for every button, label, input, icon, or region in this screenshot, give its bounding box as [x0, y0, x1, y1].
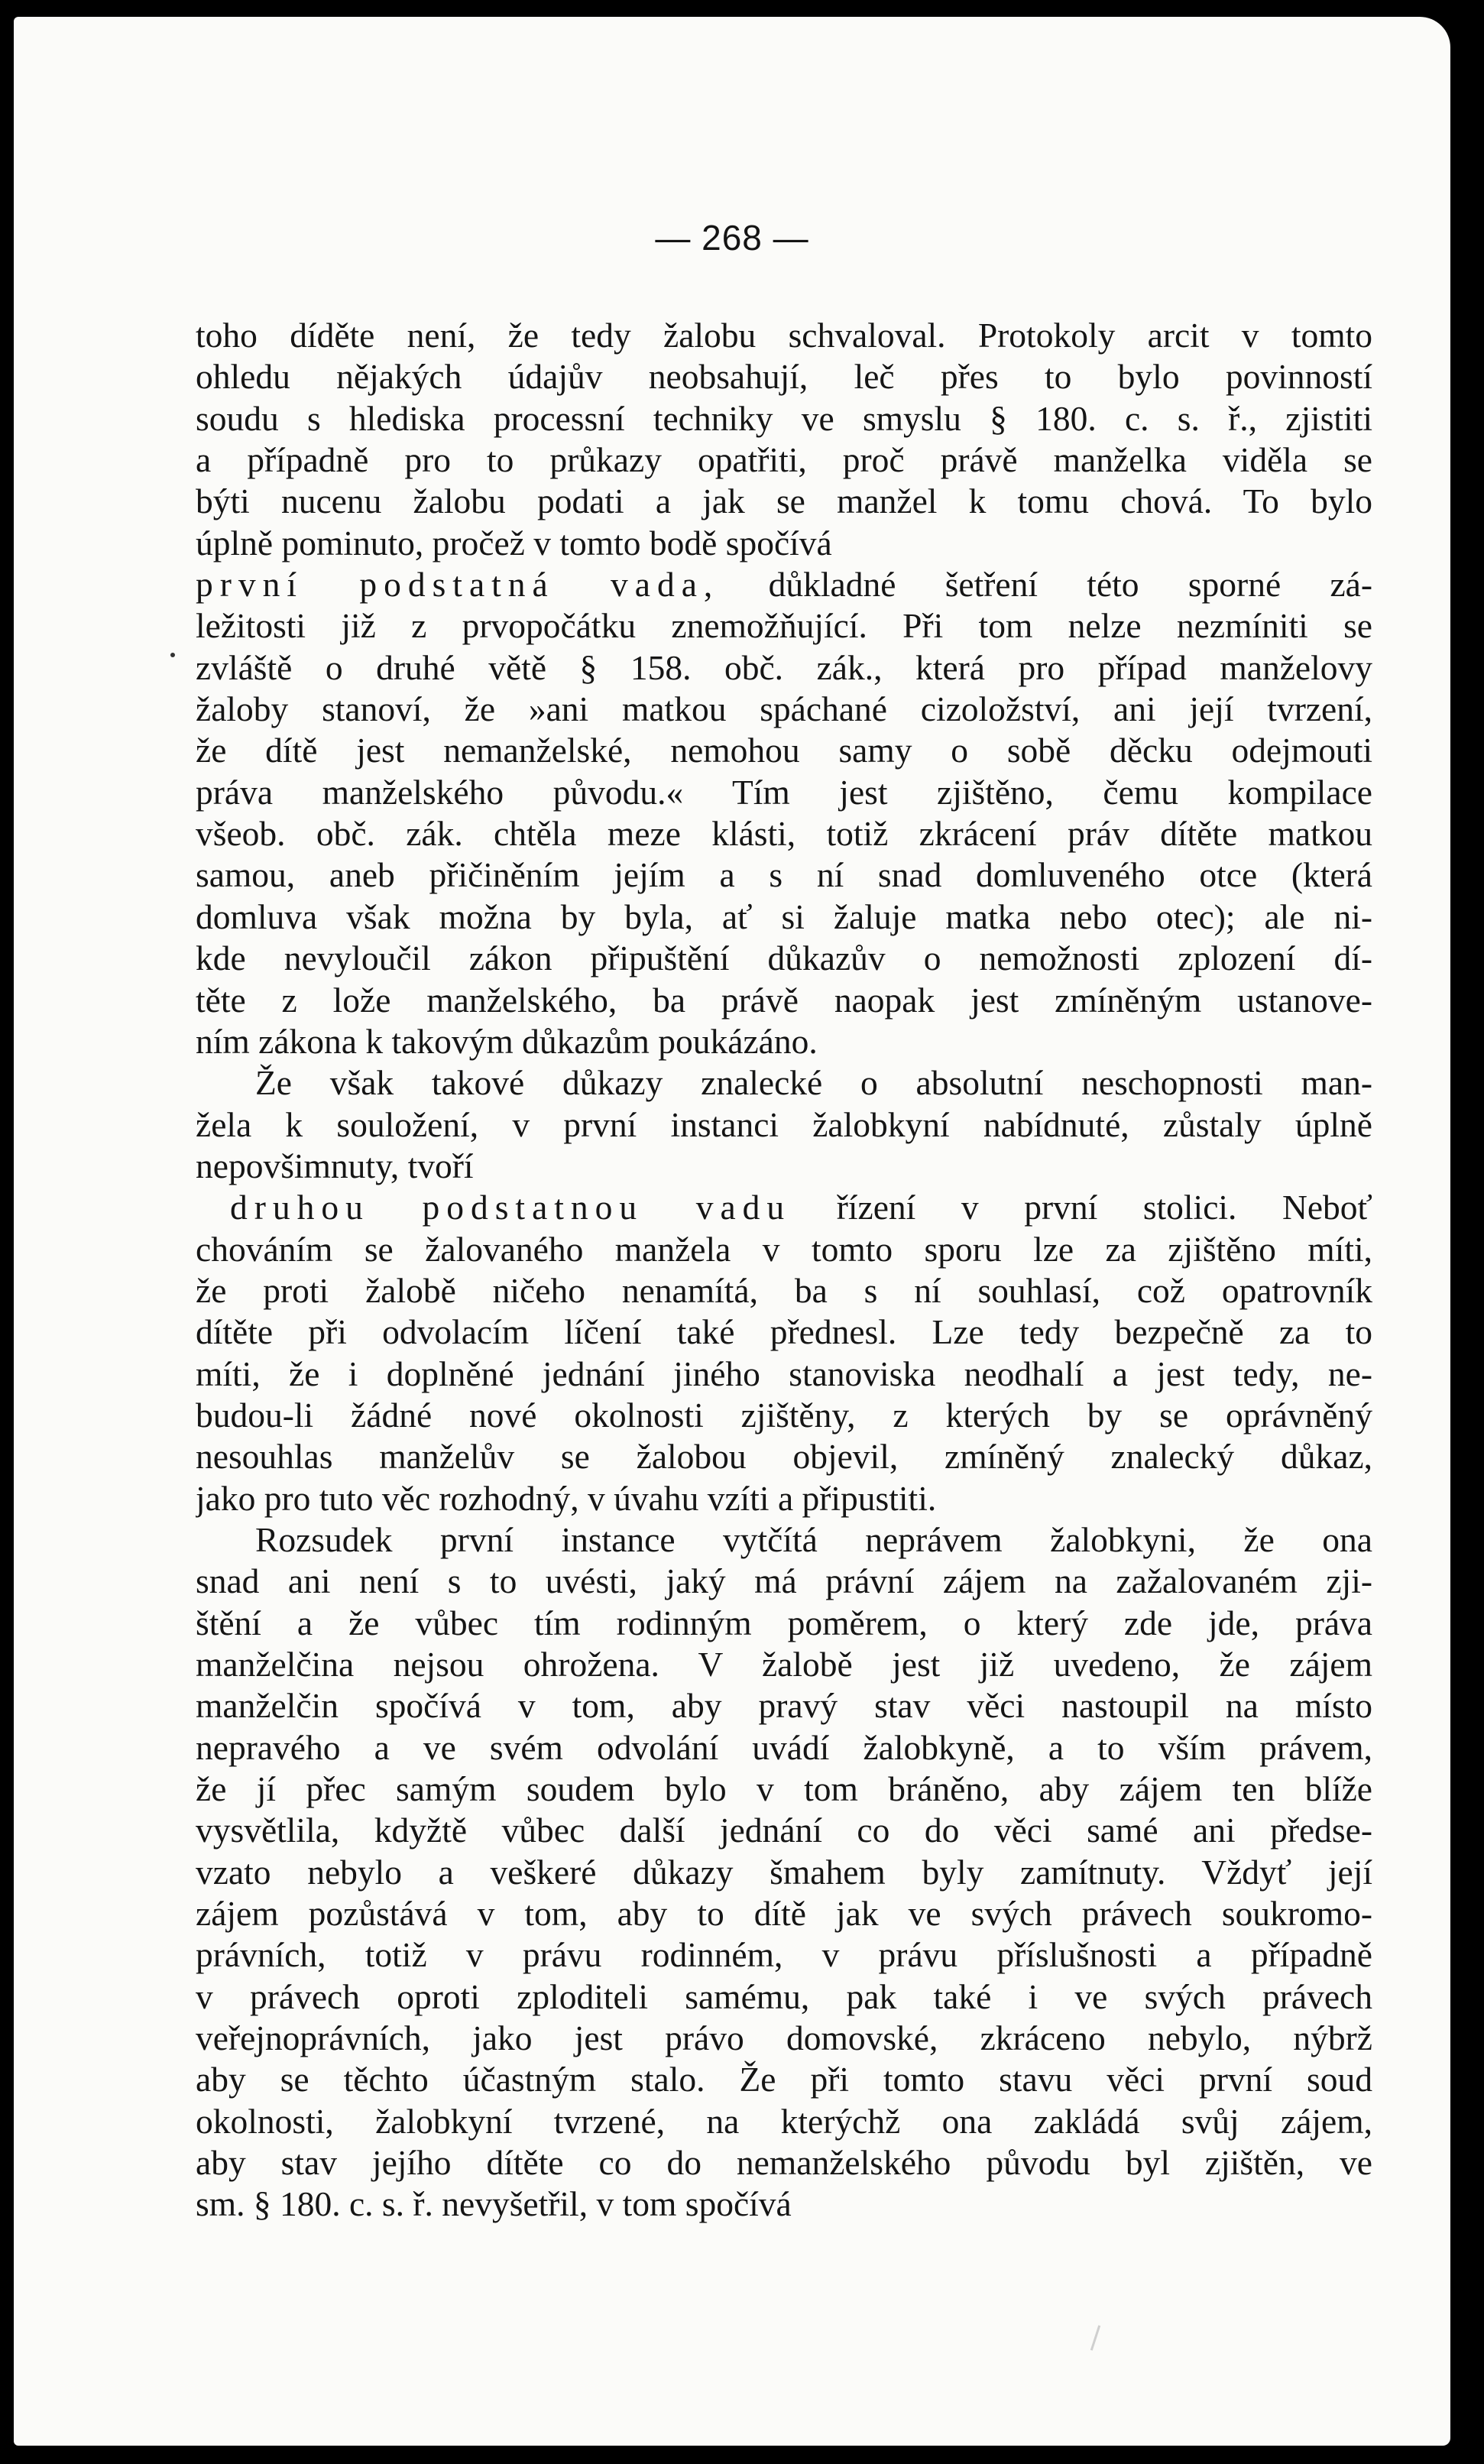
- page-number: — 268 —: [655, 218, 809, 258]
- text-line: ním zákona k takovým důkazům poukázáno.: [196, 1021, 818, 1061]
- text-line: práva manželského původu.« Tím jest zjištěno, čemu kompilace: [196, 772, 1372, 812]
- text-line: snad ani není s to uvésti, jaký má právní zájem na zažalovaném zji-: [196, 1561, 1372, 1601]
- text-line: veřejnoprávních, jako jest právo domovské, zkráceno nebylo, nýbrž: [196, 2018, 1372, 2058]
- text-line: [196, 564, 1372, 605]
- text-line: budou-li žádné nové okolnosti zjištěny, z kterých by se oprávněný: [196, 1395, 1372, 1435]
- text-line: vzato nebylo a veškeré důkazy šmahem byly zamítnuty. Vždyť její: [196, 1852, 1372, 1892]
- text-line: Že však takové důkazy znalecké o absolutní neschopnosti man-: [255, 1063, 1372, 1103]
- text-line: právních, totiž v právu rodinném, v právu příslušnosti a případně: [196, 1935, 1372, 1975]
- text-line: [196, 1187, 1372, 1228]
- text-line: aby stav jejího dítěte co do nemanželského původu byl zjištěn, ve: [196, 2143, 1372, 2183]
- text-line: nesouhlas manželův se žalobou objevil, zmíněný znalecký důkaz,: [196, 1437, 1372, 1477]
- text-line: v právech oproti zploditeli samému, pak také i ve svých právech: [196, 1976, 1372, 2016]
- text-line: býti nucenu žalobu podati a jak se manžel k tomu chová. To bylo: [196, 481, 1372, 521]
- text-line: toho díděte není, že tedy žalobu schvaloval. Protokoly arcit v tomto: [196, 316, 1372, 355]
- book-page: [14, 17, 1450, 2446]
- text-line: nepravého a ve svém odvolání uvádí žalobkyně, a to vším právem,: [196, 1727, 1372, 1767]
- text-line: že dítě jest nemanželské, nemohou samy o sobě děcku odejmouti: [196, 731, 1372, 770]
- text-line: úplně pominuto, pročež v tomto bodě spočívá: [196, 523, 832, 563]
- emphasized-phrase: druhou podstatnou vadu: [230, 1188, 792, 1227]
- text-line: všeob. obč. zák. chtěla meze klásti, totiž zkrácení práv dítěte matkou: [196, 814, 1372, 854]
- text-line: ohledu nějakých údajův neobsahují, leč přes to bylo povinností: [196, 357, 1372, 397]
- text-line: manželčina nejsou ohrožena. V žalobě jest již uvedeno, že zájem: [196, 1645, 1372, 1684]
- text-line: kde nevyloučil zákon připuštění důkazův o nemožnosti zplození dí-: [196, 939, 1372, 978]
- text-line: že jí přec samým soudem bylo v tom bráněno, aby zájem ten blíže: [196, 1769, 1372, 1809]
- text-line: a případně pro to průkazy opatřiti, proč právě manželka viděla se: [196, 440, 1372, 480]
- text-line: dítěte při odvolacím líčení také přednesl. Lze tedy bezpečně za to: [196, 1312, 1372, 1352]
- text-line: soudu s hlediska processní techniky ve smyslu § 180. c. s. ř., zjistiti: [196, 398, 1372, 438]
- text-line: chováním se žalovaného manžela v tomto sporu lze za zjištěno míti,: [196, 1229, 1372, 1269]
- text-line: že proti žalobě ničeho nenamítá, ba s ní souhlasí, což opatrovník: [196, 1270, 1372, 1310]
- text-line: zvláště o druhé větě § 158. obč. zák., která pro případ manželovy: [196, 647, 1372, 687]
- text-line: nepovšimnuty, tvoří: [196, 1146, 474, 1185]
- text-line: sm. § 180. c. s. ř. nevyšetřil, v tom spočívá: [196, 2184, 792, 2224]
- text-line: Rozsudek první instance vytčítá neprávem žalobkyni, že ona: [255, 1519, 1372, 1559]
- margin-mark: [170, 653, 175, 657]
- pencil-mark: [1090, 2325, 1100, 2350]
- text-line: žela k souložení, v první instanci žalobkyní nabídnuté, zůstaly úplně: [196, 1104, 1372, 1144]
- text-line: míti, že i doplněné jednání jiného stanoviska neodhalí a jest tedy, ne-: [196, 1354, 1372, 1393]
- line-text: řízení v první stolici. Neboť: [791, 1188, 1372, 1227]
- text-line: aby se těchto účastným stalo. Že při tomto stavu věci první soud: [196, 2060, 1372, 2099]
- text-line: jako pro tuto věc rozhodný, v úvahu vzíti a připustiti.: [196, 1478, 937, 1518]
- body-text: [196, 315, 1372, 2226]
- text-line: vysvětlila, kdyžtě vůbec další jednání co do věci samé ani předse-: [196, 1811, 1372, 1850]
- text-line: štění a že vůbec tím rodinným poměrem, o který zde jde, práva: [196, 1603, 1372, 1642]
- text-line: okolnosti, žalobkyní tvrzené, na kterýchž ona zakládá svůj zájem,: [196, 2101, 1372, 2141]
- text-line: zájem pozůstává v tom, aby to dítě jak ve svých právech soukromo-: [196, 1894, 1372, 1934]
- text-line: ležitosti již z prvopočátku znemožňující. Při tom nelze nezmíniti se: [196, 606, 1372, 646]
- text-line: samou, aneb přičiněním jejím a s ní snad domluveného otce (která: [196, 855, 1372, 895]
- text-line: žaloby stanoví, že »ani matkou spáchané cizoložství, ani její tvrzení,: [196, 689, 1372, 729]
- text-line: manželčin spočívá v tom, aby pravý stav věci nastoupil na místo: [196, 1686, 1372, 1726]
- line-text: důkladné šetření této sporné zá-: [719, 565, 1372, 605]
- emphasized-phrase: první podstatná vada,: [196, 565, 720, 605]
- text-line: domluva však možna by byla, ať si žaluje matka nebo otec); ale ni-: [196, 896, 1372, 936]
- text-line: těte z lože manželského, ba právě naopak jest zmíněným ustanove-: [196, 980, 1372, 1020]
